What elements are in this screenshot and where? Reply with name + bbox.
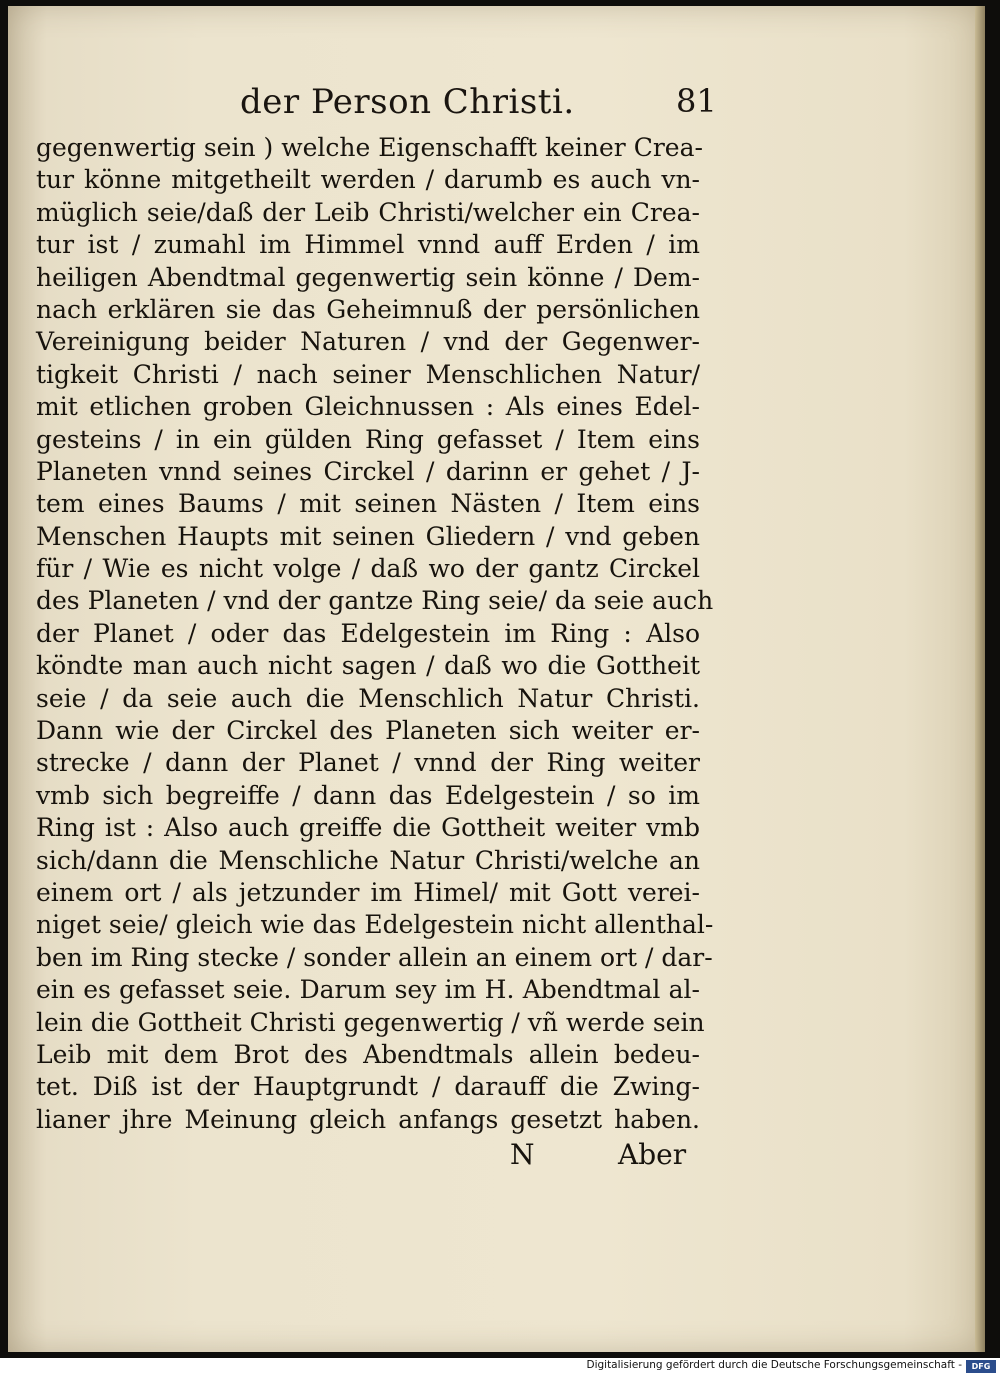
- funding-credit: Digitalisierung gefördert durch die Deutsche Forschungsgemeinschaft -: [586, 1359, 962, 1371]
- text-line: tet. Diß ist der Hauptgrundt / darauff die Zwing-: [36, 1072, 700, 1102]
- text-line: köndte man auch nicht sagen / daß wo die Gottheit: [36, 651, 700, 681]
- text-line: müglich seie/daß der Leib Christi/welcher ein Crea-: [36, 197, 700, 227]
- text-line: nach erklären sie das Geheimnuß der persönlichen: [36, 294, 700, 324]
- text-line: Menschen Haupts mit seinen Gliedern / vnd geben: [36, 521, 700, 551]
- text-line: Leib mit dem Brot des Abendtmals allein bedeu-: [36, 1039, 700, 1069]
- text-line: gesteins / in ein gülden Ring gefasset / Item eins: [36, 424, 700, 454]
- text-line: einem ort / als jetzunder im Himel/ mit Gott verei-: [36, 877, 700, 907]
- text-line: Vereinigung beider Naturen / vnd der Gegenwer-: [36, 327, 700, 357]
- text-line: heiligen Abendtmal gegenwertig sein könne / Dem-: [36, 262, 700, 292]
- text-line: tur könne mitgetheilt werden / darumb es auch vn-: [36, 165, 700, 195]
- text-line: für / Wie es nicht volge / daß wo der gantz Circkel: [36, 554, 700, 584]
- dfg-logo-icon: DFG: [966, 1360, 996, 1373]
- text-line: tur ist / zumahl im Himmel vnnd auff Erden / im: [36, 230, 700, 260]
- text-line: gegenwertig sein ) welche Eigenschafft keiner Crea-: [36, 133, 703, 162]
- body-text: [36, 132, 714, 1136]
- text-line: lein die Gottheit Christi gegenwertig / vñ werde sein: [36, 1007, 705, 1037]
- catchword: Aber: [618, 1138, 687, 1171]
- catchword-line: [510, 1138, 690, 1178]
- text-line: ben im Ring stecke / sonder allein an einem ort / dar-: [36, 942, 713, 972]
- text-line: niget seie/ gleich wie das Edelgestein nicht allenthal-: [36, 910, 714, 940]
- text-line: sich/dann die Menschliche Natur Christi/welche an: [36, 845, 700, 875]
- page-edge: [975, 6, 985, 1352]
- text-line: seie / da seie auch die Menschlich Natur Christi.: [36, 683, 700, 713]
- digitization-footer: [0, 1358, 1000, 1376]
- text-line: Planeten vnnd seines Circkel / darinn er gehet / J-: [36, 456, 700, 486]
- text-line: tigkeit Christi / nach seiner Menschlichen Natur/: [36, 359, 700, 389]
- text-line: mit etlichen groben Gleichnussen : Als eines Edel-: [36, 392, 700, 422]
- text-line: tem eines Baums / mit seinen Nästen / Item eins: [36, 489, 700, 519]
- text-line: Dann wie der Circkel des Planeten sich weiter er-: [36, 716, 700, 746]
- page-number: 81: [676, 82, 717, 120]
- text-line: lianer jhre Meinung gleich anfangs gesetzt haben.: [36, 1104, 700, 1134]
- text-line: der Planet / oder das Edelgestein im Ring : Also: [36, 618, 700, 648]
- text-line: strecke / dann der Planet / vnnd der Ring weiter: [36, 748, 700, 778]
- signature-mark: N: [510, 1138, 535, 1171]
- text-line: Ring ist : Also auch greiffe die Gottheit weiter vmb: [36, 813, 700, 843]
- text-line: ein es gefasset seie. Darum sey im H. Abendtmal al-: [36, 975, 700, 1005]
- running-head: der Person Christi.: [240, 82, 575, 122]
- page-header: [0, 82, 1000, 126]
- text-line: vmb sich begreiffe / dann das Edelgestein / so im: [36, 780, 700, 810]
- text-line: des Planeten / vnd der gantze Ring seie/ da seie auch: [36, 586, 714, 616]
